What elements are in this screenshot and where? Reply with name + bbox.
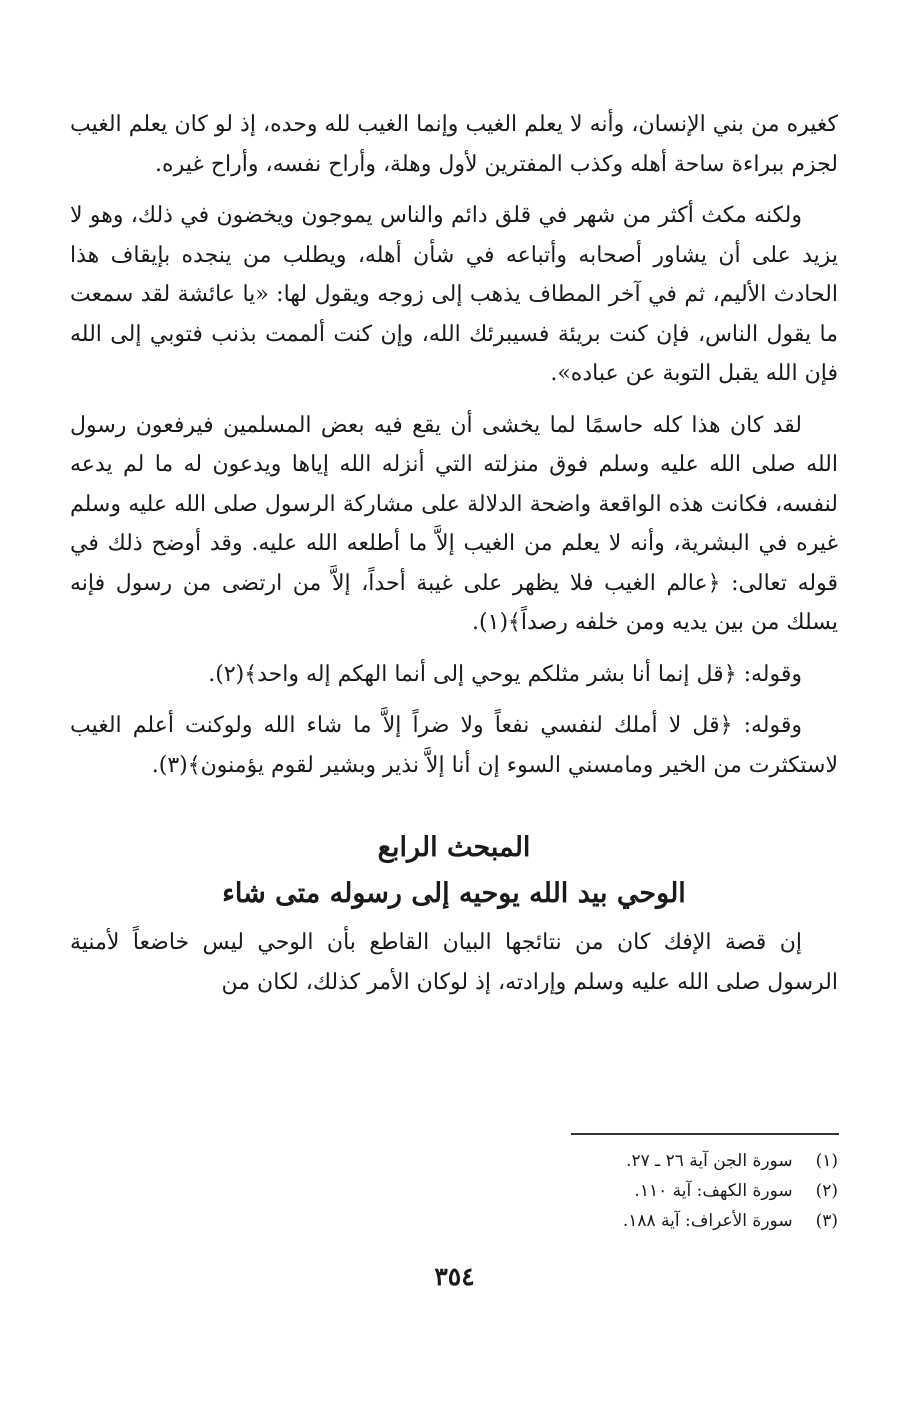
footnotes (440, 1146, 838, 1236)
paragraph-2: ولكنه مكث أكثر من شهر في قلق دائم والناس يموجون ويخضون في ذلك، وهو لا يزيد على أن يشاور أصحابه وأتباعه في شأن أهله، ويطلب من ينجده بإيقاف هذا الحادث الأليم، ثم في آخر المطاف يذهب إلى زوجه ويقول لها: «يا عائشة لقد سمعت ما يقول الناس، فإن كنت بريئة فسيبرئك الله، وإن كنت ألممت بذنب فتوبي إلى الله فإن الله يقبل التوبة عن عباده». (70, 203, 838, 386)
section-subtitle: الوحي بيد الله يوحيه إلى رسوله متى شاء (222, 878, 686, 909)
footnote-number: (٣) (815, 1211, 838, 1231)
paragraph-3: لقد كان هذا كله حاسمًا لما يخشى أن يقع فيه بعض المسلمين فيرفعون رسول الله صلى الله عليه وسلم فوق منزلته التي أنزله الله إياها ويدعون له ما لم يدعه لنفسه، فكانت هذه الواقعة واضحة الدلالة على مشاركة الرسول صلى الله عليه وسلم غيره في البشرية، وأنه لا يعلم من الغيب إلاَّ ما أطلعه الله عليه. وقد أوضح ذلك في قوله تعالى: ﴿عالم الغيب فلا يظهر على غيبة أحداً، إلاَّ من ارتضى من رسول فإنه يسلك من بين يديه ومن خلفه رصداً﴾(١). (70, 412, 838, 635)
paragraph-5: وقوله: ﴿قل لا أملك لنفسي نفعاً ولا ضراً إلاَّ ما شاء الله ولوكنت أعلم الغيب لاستكثرت من الخير ومامسني السوء إن أنا إلاَّ نذير وبشير لقوم يؤمنون﴾(٣). (70, 713, 838, 778)
footnote-2 (440, 1176, 838, 1206)
paragraph-6: إن قصة الإفك كان من نتائجها البيان القاطع بأن الوحي ليس خاضعاً لأمنية الرسول صلى الله عليه وسلم وإرادته، إذ لوكان الأمر كذلك، لكان من (70, 930, 838, 995)
footnote-3 (440, 1206, 838, 1236)
page-body (70, 105, 838, 1014)
page-number: ٣٥٤ (434, 1262, 475, 1291)
footnote-number: (١) (815, 1151, 838, 1171)
footnote-number: (٢) (815, 1181, 838, 1201)
footnote-text: سورة الجن آية ٢٦ ـ ٢٧. (626, 1151, 793, 1171)
footnote-text: سورة الكهف: آية ١١٠. (634, 1181, 793, 1201)
footnote-divider (571, 1133, 839, 1135)
paragraph-1: كغيره من بني الإنسان، وأنه لا يعلم الغيب وإنما الغيب لله وحده، إذ لو كان يعلم الغيب لجزم ببراءة ساحة أهله وكذب المفترين لأول وهلة، وأراح نفسه، وأراح غيره. (70, 112, 838, 177)
footnote-text: سورة الأعراف: آية ١٨٨. (622, 1211, 793, 1231)
section-title: المبحث الرابع (377, 832, 531, 863)
footnote-1 (440, 1146, 838, 1176)
paragraph-4: وقوله: ﴿قل إنما أنا بشر مثلكم يوحي إلى أنما الهكم إله واحد﴾(٢). (208, 661, 802, 687)
